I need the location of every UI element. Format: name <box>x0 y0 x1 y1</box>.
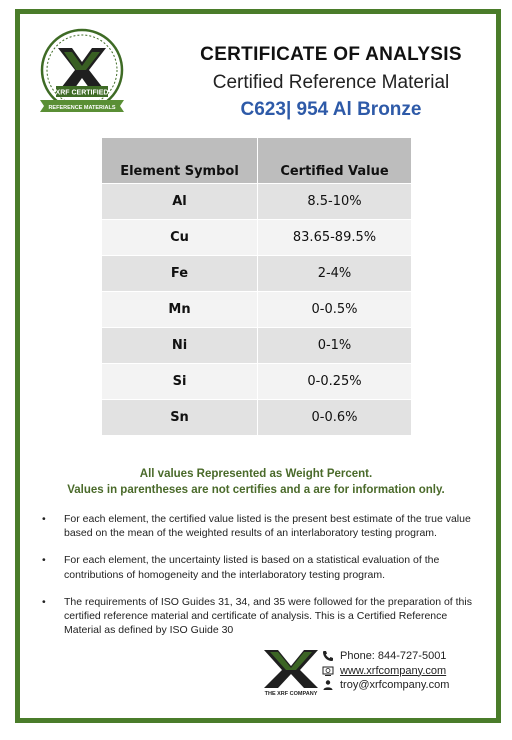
note-line-1: All values Represented as Weight Percent. <box>139 468 373 480</box>
column-header-value: Certified Value <box>258 138 412 184</box>
element-symbol: Mn <box>102 292 258 328</box>
table-row <box>102 364 411 400</box>
list-item <box>40 512 480 540</box>
bullet-icon: • <box>42 554 46 567</box>
svg-text:REFERENCE MATERIALS: REFERENCE MATERIALS <box>48 105 116 111</box>
product-name: C623| 954 Al Bronze <box>240 99 422 120</box>
certified-value: 8.5-10% <box>258 184 412 220</box>
bullet-icon: • <box>42 513 46 525</box>
table-row <box>102 292 411 328</box>
element-symbol: Sn <box>102 400 258 436</box>
table-header-row <box>102 138 411 184</box>
phone-icon <box>322 650 334 662</box>
phone-number: Phone: 844-727-5001 <box>340 650 447 662</box>
element-symbol: Fe <box>102 256 258 292</box>
list-item <box>40 595 480 638</box>
element-symbol: Al <box>102 184 258 220</box>
title-block <box>186 44 476 121</box>
certificate-title: CERTIFICATE OF ANALYSIS <box>200 44 462 65</box>
statement-list <box>40 512 480 650</box>
table-row <box>102 220 411 256</box>
website-link[interactable]: www.xrfcompany.com <box>340 664 447 677</box>
list-item <box>40 553 480 581</box>
table-row <box>102 400 411 436</box>
statement-text: For each element, the certified value listed is the present best estimate of the true value based on the mean of the weighted results of an interlaboratory testing program. <box>64 513 471 540</box>
element-symbol: Si <box>102 364 258 400</box>
certified-value: 0-0.25% <box>258 364 412 400</box>
certified-value: 0-1% <box>258 328 412 364</box>
website-icon <box>322 665 334 677</box>
table-row <box>102 184 411 220</box>
note-line-2: Values in parentheses are not certifies and a are for information only. <box>67 484 445 496</box>
email-row[interactable] <box>322 678 449 693</box>
table-row <box>102 256 411 292</box>
element-symbol: Cu <box>102 220 258 256</box>
xrf-certified-logo <box>36 26 128 122</box>
weight-percent-note <box>40 466 472 498</box>
column-header-element: Element Symbol <box>102 138 258 184</box>
xrf-company-logo <box>262 648 320 696</box>
phone-row <box>322 649 449 664</box>
person-icon <box>322 679 334 691</box>
svg-text:THE XRF COMPANY: THE XRF COMPANY <box>264 691 318 696</box>
contact-info <box>322 649 449 693</box>
certificate-subtitle: Certified Reference Material <box>212 72 450 93</box>
certified-values-table <box>102 138 411 435</box>
certified-value: 83.65-89.5% <box>258 220 412 256</box>
certified-value: 2-4% <box>258 256 412 292</box>
certified-value: 0-0.6% <box>258 400 412 436</box>
bullet-icon: • <box>42 595 46 608</box>
statement-text: The requirements of ISO Guides 31, 34, and 35 were followed for the preparation of this certified reference material and certificate of analysis. This is a Certified Reference Material as defined by ISO Guide 30 <box>64 595 472 637</box>
svg-text:XRF CERTIFIED: XRF CERTIFIED <box>55 89 109 97</box>
certified-value: 0-0.5% <box>258 292 412 328</box>
website-row[interactable] <box>322 664 449 679</box>
table-row <box>102 328 411 364</box>
statement-text: For each element, the uncertainty listed is based on a statistical evaluation of the contributions of homogeneity and the interlaboratory testing program. <box>64 554 440 581</box>
email-address[interactable]: troy@xrfcompany.com <box>340 679 450 691</box>
element-symbol: Ni <box>102 328 258 364</box>
